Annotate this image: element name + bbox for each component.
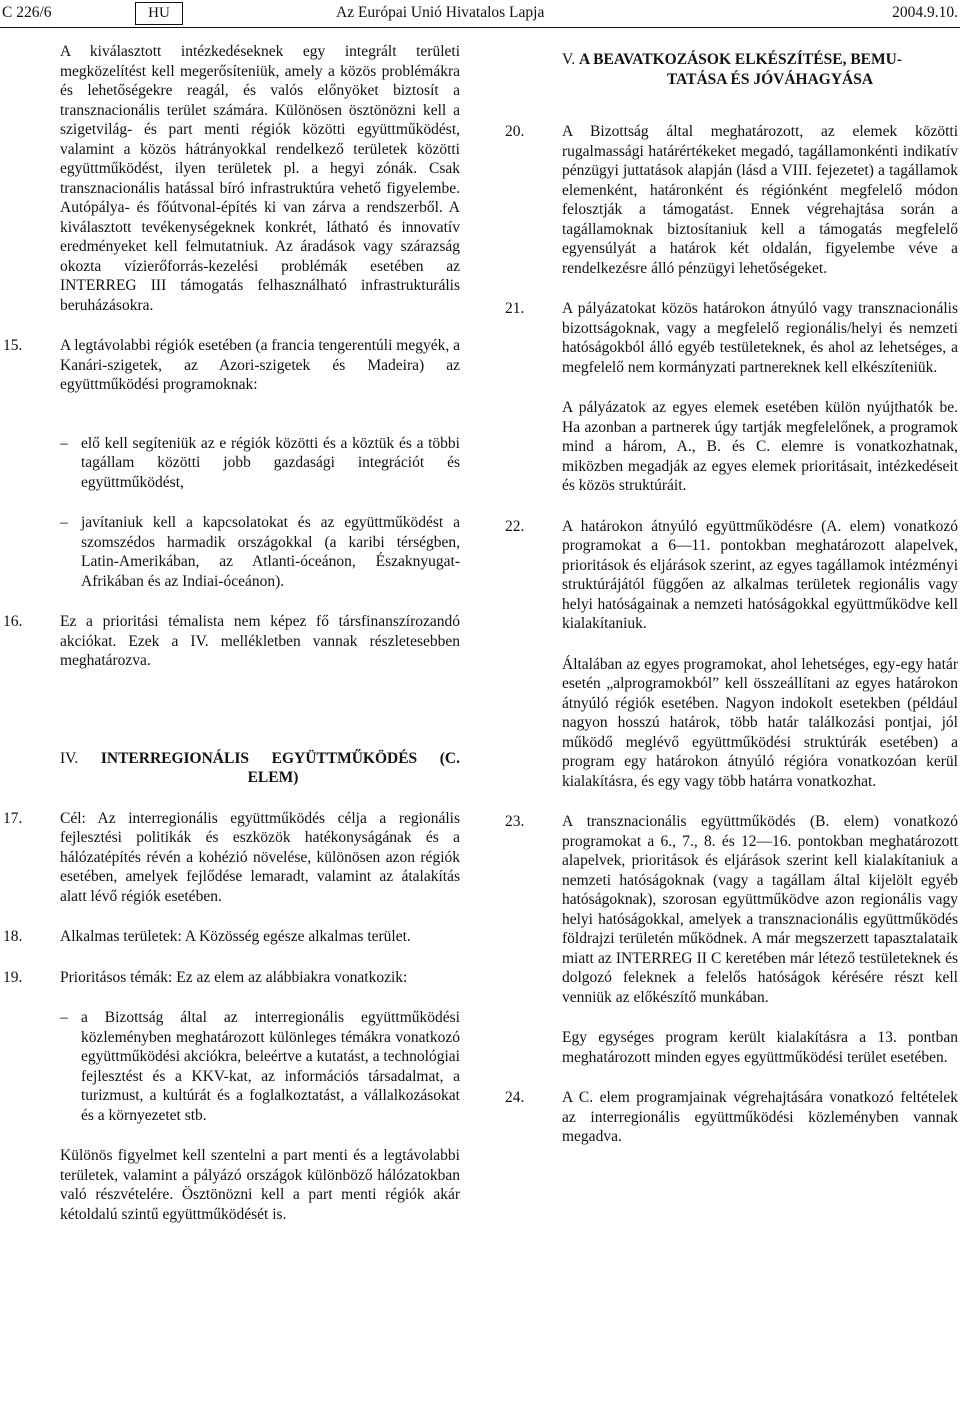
paragraph-15: [3, 336, 460, 395]
section-number: V.: [562, 51, 576, 68]
paragraph-text: A határokon átnyúló együttműködésre (A. elem) vonatkozó programokat a 6—11. pontokban meghatározott alapelvek, prioritások és eljárások szerint, az egyes tagállamok intézményi struktúrájától függően az alkalmas területek regionális vagy helyi hatóságainak a nemzeti hatóságokkal együttműködve kell kialakítaniuk.: [562, 517, 958, 632]
page-header: [0, 0, 960, 30]
paragraph-text: A C. elem programjainak végrehajtására vonatkozó feltételek az interregionális együttműködési közleményben vannak megadva.: [562, 1089, 958, 1145]
paragraph-20: [505, 122, 958, 278]
paragraph-21: [505, 299, 958, 377]
page-number: C 226/6: [2, 4, 52, 21]
paragraph-21-continued: A pályázatok az egyes elemek esetében külön nyújthatók be. Ha azonban a partnerek úgy tartják megfelelőnek, a programok mind a három, A., B. és C. elemre is vonatkozhatnak, miközben megadják az egyes elemek prioritásait, intézkedéseit és közös struktúráit.: [562, 399, 958, 494]
paragraph-text: A transznacionális együttműködés (B. elem) vonatkozó programokat a 6., 7., 8. és 12—16. pontokban meghatározott alapelvek, prioritások és eljárások szerint kell kialakítaniuk a nemzeti hatóságoknak (vagy a tagállam által kijelölt egyéb hatóságoknak), szorosan együttműködve azon regionális vagy helyi hatóságokkal, amelyek a transznacionális együttműködés földrajzi területén működnek. A már megszerzett tapasztalataik miatt az INTERREG II C keretében már létező testületeknek és dolgozó feleknek a felelős hatóságok kérésére részt kell venniük az előkészítő munkában.: [562, 813, 958, 1006]
paragraph-text: Cél: Az interregionális együttműködés célja a regionális fejlesztési politikák és eszközök hatékonyságának és a hálózatépítés révén a kohézió növelése, különösen azon régiók esetében, amelyek fejlődése lemaradt, valamint az átalakítás alatt lévő régiók esetében.: [60, 809, 460, 905]
publication-date: 2004.9.10.: [892, 4, 958, 21]
paragraph-23: [505, 812, 958, 1007]
dash-item: [60, 513, 460, 591]
dash-item: [60, 434, 460, 493]
section-number: IV.: [60, 749, 79, 767]
paragraph-intro: A kiválasztott intézkedéseknek egy integrált területi megközelítést kell megerősíteniük, amely a közös problémákra és lehetőségekre reagál, és valós előnyöket biztosít a transznacionális terület számára. Különösen ösztönözni kell a szigetvilág- és part menti régiók közötti együttműködést, valamint a közös hátrányokkal rendelkező területek közötti együttműködést, ilyen területek pl. a hegyi zónák. Csak transznacionális hatással bíró infrastruktúra vehető figyelembe. Autópálya- és főútvonal-építés ki van zárva a rendszerből. A kiválasztott tevékenységeknek konkrét, látható és innovatív eredményeket kell felmutatniuk. Az áradások vagy szárazság okozta vízierőforrás-kezelési problémák esetében az INTERREG III támogatás felhasználható infrastrukturális beruházásokra.: [60, 43, 460, 314]
section-title-line2: ELEM): [247, 769, 299, 786]
dash-marker: –: [60, 434, 68, 452]
section-title-line1: INTERREGIONÁLIS EGYÜTTMŰKÖDÉS (C.: [100, 749, 460, 767]
paragraph-number: 17.: [3, 809, 23, 827]
dash-text: javítaniuk kell a kapcsolatokat és az együttműködést a szomszédos harmadik országokkal (a karibi térségben, Latin-Amerikában, az Atlanti-óceánon, Északnyugat-Afrikában és az Indiai-óceánon).: [81, 514, 460, 590]
paragraph-text: A legtávolabbi régiók esetében (a francia tengerentúli megyék, a Kanári-szigetek, az Azori-szigetek és Madeira) az együttműködési programoknak:: [60, 337, 460, 393]
section-title-line1: A BEAVATKOZÁSOK ELKÉSZÍTÉSE, BEMU-: [578, 51, 902, 68]
paragraph-17: [3, 809, 460, 907]
paragraph-number: 23.: [505, 813, 525, 830]
paragraph-number: 19.: [3, 968, 23, 986]
paragraph-19: [3, 968, 460, 988]
dash-marker: –: [60, 514, 68, 531]
paragraph-number: 15.: [3, 337, 23, 354]
paragraph-19-continued: Különös figyelmet kell szentelni a part menti és a legtávolabbi területek, valamint a pályázó országok különböző hálózatokban való részvételére. Ösztönözni kell a part menti régiók akár kétoldalú szintű együttműködését is.: [60, 1147, 460, 1223]
language-code-box: HU: [135, 2, 183, 25]
paragraph-text: Ez a prioritási témalista nem képez fő társfinanszírozandó akciókat. Ezek a IV. mellékletben vannak részletesebben meghatározva.: [60, 613, 460, 669]
section-heading-iv: [60, 749, 460, 788]
paragraph-22-continued: Általában az egyes programokat, ahol lehetséges, egy-egy határ esetén „alprogramokból” kell összeállítani az egyes határokon átnyúló régiók esetében. Nagyon indokolt esetekben (például nagyon hosszú határok, több határ találkozási pontjai, jól működő meglévő együttműködési struktúrák esetében) a program egy határokon átnyúló régióra vonatkozóan kerül kialakításra, és egy vagy több határra vonatkozhat.: [562, 655, 958, 790]
paragraph-number: 16.: [3, 613, 23, 630]
paragraph-24: [505, 1088, 958, 1147]
right-column: [505, 42, 958, 1147]
paragraph-16: [3, 612, 460, 671]
journal-title: Az Európai Unió Hivatalos Lapja: [336, 4, 545, 21]
header-rule: [0, 27, 960, 28]
dash-text: a Bizottság által az interregionális együttműködési közleményben meghatározott különleges témákra vonatkozó együttműködési akciókra, beleértve a kutatást, a technológiai fejlesztést és a KKV-kat, az információs társadalmat, a turizmust, a kultúrát és a foglalkoztatást, a vállalkozásokat és a környezetet stb.: [81, 1009, 460, 1124]
paragraph-23-continued: Egy egységes program került kialakításra a 13. pontban meghatározott minden egyes együttműködési terület esetében.: [562, 1029, 958, 1066]
dash-text: elő kell segíteniük az e régiók közötti és a köztük és a többi tagállam közötti jobb gazdasági integrációt és együttműködést,: [81, 434, 460, 491]
paragraph-number: 18.: [3, 928, 23, 945]
paragraph-18: [3, 927, 460, 947]
paragraph-text: Alkalmas területek: A Közösség egésze alkalmas terület.: [60, 928, 411, 945]
dash-marker: –: [60, 1009, 68, 1026]
paragraph-number: 24.: [505, 1089, 525, 1106]
paragraph-text: Prioritásos témák: Ez az elem az alábbiakra vonatkozik:: [60, 968, 408, 986]
paragraph-text: A Bizottság által meghatározott, az elemek közötti rugalmassági határértékeket megadó, tagállamonkénti indikatív pénzügyi juttatások alapján (lásd a VIII. fejezetet) a tagállamok elemenként, határonként és régiónként megfelelő módon felosztják a támogatást. Ennek végrehajtása során a tagállamoknak biztosítaniuk kell a támogatás megfelelő egyensúlyát a határok két oldalán, figyelembe véve a rendelkezésre álló pénzügyi lehetőségeket.: [562, 123, 958, 277]
paragraph-number: 22.: [505, 517, 525, 535]
paragraph-number: 21.: [505, 300, 525, 317]
paragraph-text: A pályázatokat közös határokon átnyúló vagy transznacionális bizottságoknak, vagy a megfelelő regionális/helyi és nemzeti hatóságokból álló egyéb testületeknek, és ahol az lehetséges, a megfelelő nem kormányzati partnereknek kell elkészíteniük.: [562, 300, 958, 376]
section-heading-v: [562, 50, 958, 89]
paragraph-number: 20.: [505, 123, 525, 140]
left-column: [3, 42, 460, 1224]
dash-item: [60, 1008, 460, 1125]
paragraph-22: [505, 517, 958, 634]
section-title-line2: TATÁSA ÉS JÓVÁHAGYÁSA: [666, 70, 874, 88]
